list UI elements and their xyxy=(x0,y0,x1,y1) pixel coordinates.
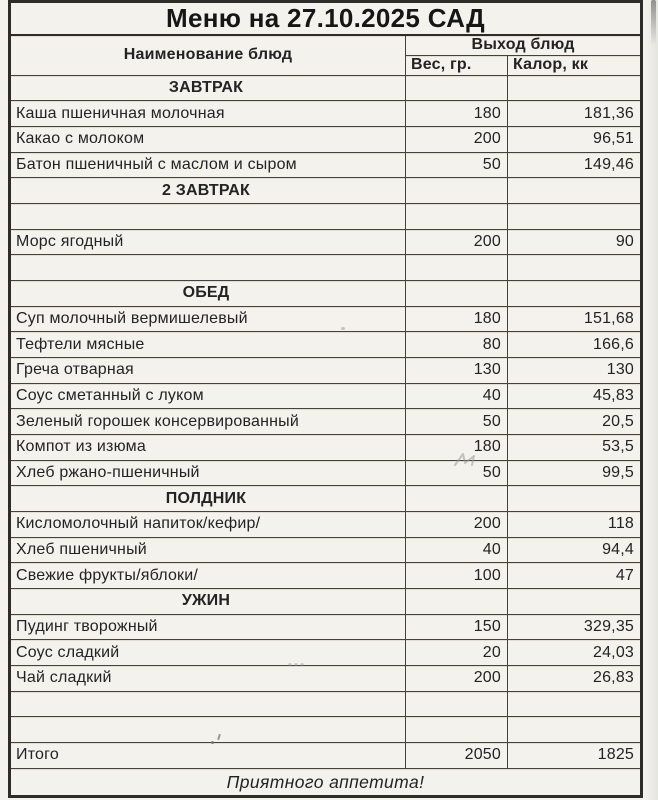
dish-name-cell: Зеленый горошек консервированный xyxy=(10,409,406,435)
dish-row xyxy=(10,306,642,332)
dish-row xyxy=(10,640,642,666)
calories-cell: 166,6 xyxy=(508,332,642,358)
dish-name-cell: Свежие фрукты/яблоки/ xyxy=(10,563,406,589)
weight-cell: 20 xyxy=(406,640,508,666)
dish-name-cell: Кисломолочный напиток/кефир/ xyxy=(10,511,406,537)
dish-name-cell: Хлеб пшеничный xyxy=(10,537,406,563)
dish-name-cell xyxy=(10,255,406,281)
weight-cell: 200 xyxy=(406,126,508,152)
dish-row xyxy=(10,101,642,127)
weight-cell xyxy=(406,717,508,743)
weight-cell xyxy=(406,691,508,717)
calories-cell xyxy=(508,255,642,281)
dish-row xyxy=(10,229,642,255)
calories-cell: 329,35 xyxy=(508,614,642,640)
calories-cell xyxy=(508,588,642,614)
weight-cell: 130 xyxy=(406,357,508,383)
weight-cell: 200 xyxy=(406,511,508,537)
dish-row xyxy=(10,332,642,358)
weight-cell: 200 xyxy=(406,665,508,691)
title-row xyxy=(10,2,642,36)
dish-name-cell: Тефтели мясные xyxy=(10,332,406,358)
calories-cell: 181,36 xyxy=(508,101,642,127)
calories-cell xyxy=(508,691,642,717)
section-row xyxy=(10,75,642,101)
weight-cell: 50 xyxy=(406,409,508,435)
dish-row xyxy=(10,614,642,640)
section-label: ЗАВТРАК xyxy=(10,75,406,101)
calories-cell: 118 xyxy=(508,511,642,537)
calories-cell: 26,83 xyxy=(508,665,642,691)
calories-cell: 47 xyxy=(508,563,642,589)
weight-cell xyxy=(406,280,508,306)
calories-cell xyxy=(508,178,642,204)
section-row xyxy=(10,178,642,204)
section-label: УЖИН xyxy=(10,588,406,614)
dish-row xyxy=(10,357,642,383)
calories-cell: 45,83 xyxy=(508,383,642,409)
calories-cell: 24,03 xyxy=(508,640,642,666)
section-row xyxy=(10,486,642,512)
section-row xyxy=(10,280,642,306)
weight-cell: 180 xyxy=(406,434,508,460)
calories-cell xyxy=(508,717,642,743)
dish-row xyxy=(10,152,642,178)
calories-cell xyxy=(508,203,642,229)
empty-row xyxy=(10,717,642,743)
menu-table-body xyxy=(10,75,642,769)
footer-message: Приятного аппетита! xyxy=(10,769,642,797)
calories-cell: 149,46 xyxy=(508,152,642,178)
calories-cell: 99,5 xyxy=(508,460,642,486)
dish-name-cell: Батон пшеничный с маслом и сыром xyxy=(10,152,406,178)
weight-cell xyxy=(406,75,508,101)
weight-cell xyxy=(406,178,508,204)
dish-row xyxy=(10,563,642,589)
column-header-output-group: Выход блюд xyxy=(406,35,642,55)
dish-row xyxy=(10,511,642,537)
empty-row xyxy=(10,691,642,717)
calories-cell: 20,5 xyxy=(508,409,642,435)
dish-name-cell: Чай сладкий xyxy=(10,665,406,691)
weight-cell: 80 xyxy=(406,332,508,358)
weight-cell: 50 xyxy=(406,460,508,486)
dish-name-cell: Хлеб ржано-пшеничный xyxy=(10,460,406,486)
section-label: ОБЕД xyxy=(10,280,406,306)
empty-row xyxy=(10,255,642,281)
weight-cell xyxy=(406,486,508,512)
calories-cell: 94,4 xyxy=(508,537,642,563)
dish-name-cell: Компот из изюма xyxy=(10,434,406,460)
dish-row xyxy=(10,383,642,409)
weight-cell: 100 xyxy=(406,563,508,589)
calories-cell xyxy=(508,75,642,101)
weight-cell: 40 xyxy=(406,383,508,409)
dish-name-cell: Итого xyxy=(10,742,406,768)
weight-cell: 150 xyxy=(406,614,508,640)
dish-row xyxy=(10,126,642,152)
dish-name-cell: Соус сладкий xyxy=(10,640,406,666)
calories-cell xyxy=(508,486,642,512)
dish-name-cell: Какао с молоком xyxy=(10,126,406,152)
calories-cell: 151,68 xyxy=(508,306,642,332)
weight-cell xyxy=(406,255,508,281)
header-row-top xyxy=(10,35,642,55)
calories-cell: 96,51 xyxy=(508,126,642,152)
calories-cell: 130 xyxy=(508,357,642,383)
calories-cell xyxy=(508,280,642,306)
weight-cell: 180 xyxy=(406,306,508,332)
calories-cell: 1825 xyxy=(508,742,642,768)
column-header-name: Наименование блюд xyxy=(10,35,406,75)
dish-name-cell: Пудинг творожный xyxy=(10,614,406,640)
section-label: ПОЛДНИК xyxy=(10,486,406,512)
column-header-weight: Вес, гр. xyxy=(406,55,508,75)
dish-row xyxy=(10,409,642,435)
weight-cell xyxy=(406,588,508,614)
dish-name-cell xyxy=(10,691,406,717)
dish-name-cell: Каша пшеничная молочная xyxy=(10,101,406,127)
dish-row xyxy=(10,460,642,486)
column-header-calories: Калор, кк xyxy=(508,55,642,75)
calories-cell: 53,5 xyxy=(508,434,642,460)
weight-cell: 50 xyxy=(406,152,508,178)
dish-name-cell xyxy=(10,717,406,743)
weight-cell xyxy=(406,203,508,229)
dish-name-cell: Греча отварная xyxy=(10,357,406,383)
section-row xyxy=(10,588,642,614)
scan-artifact xyxy=(651,0,656,46)
footer-row xyxy=(10,769,642,797)
dish-name-cell xyxy=(10,203,406,229)
weight-cell: 200 xyxy=(406,229,508,255)
empty-row xyxy=(10,203,642,229)
dish-name-cell: Суп молочный вермишелевый xyxy=(10,306,406,332)
dish-row xyxy=(10,434,642,460)
page-title: Меню на 27.10.2025 САД xyxy=(10,2,642,36)
dish-name-cell: Морс ягодный xyxy=(10,229,406,255)
weight-cell: 40 xyxy=(406,537,508,563)
section-label: 2 ЗАВТРАК xyxy=(10,178,406,204)
total-row xyxy=(10,742,642,768)
dish-name-cell: Соус сметанный с луком xyxy=(10,383,406,409)
dish-row xyxy=(10,537,642,563)
dish-row xyxy=(10,665,642,691)
calories-cell: 90 xyxy=(508,229,642,255)
menu-table xyxy=(8,0,643,798)
weight-cell: 2050 xyxy=(406,742,508,768)
weight-cell: 180 xyxy=(406,101,508,127)
